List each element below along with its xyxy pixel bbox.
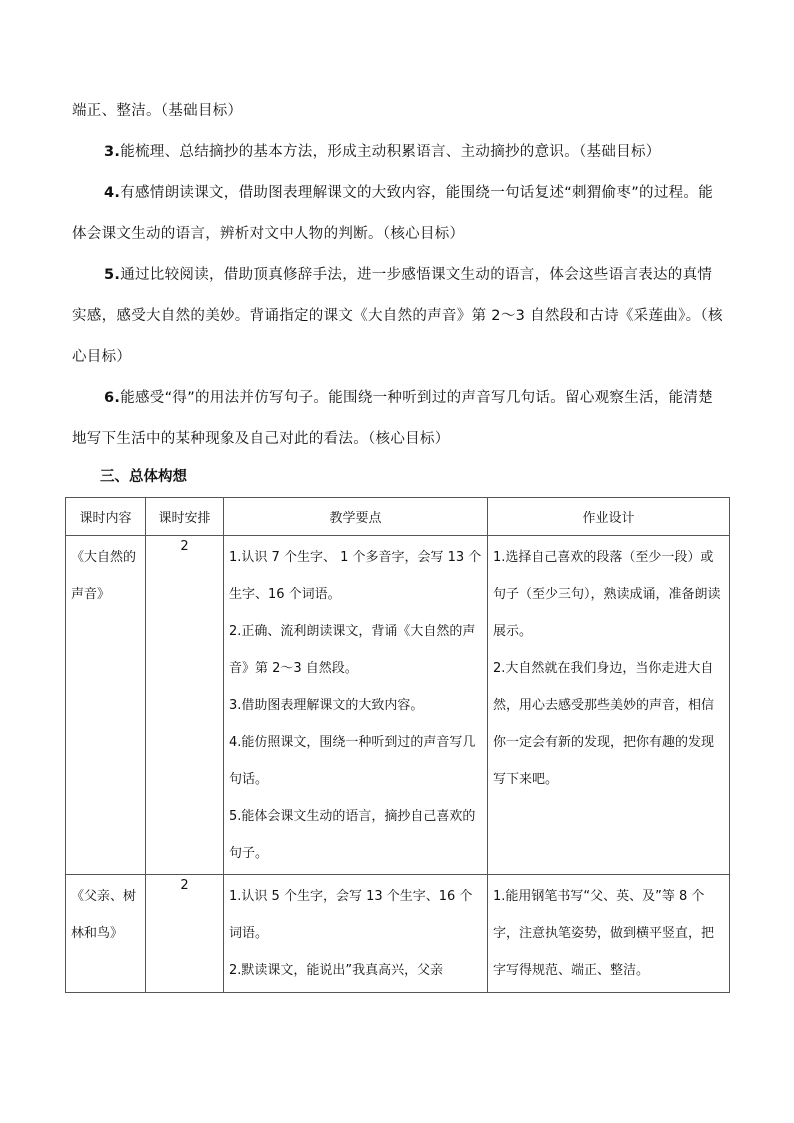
- teaching-points-cell: [224, 875, 488, 993]
- teaching-point: 1.认识 5 个生字，会写 13 个生字、16 个词语。: [229, 889, 473, 941]
- teaching-point: 5.能体会课文生动的语言，摘抄自己喜欢的句子。: [229, 809, 476, 861]
- teaching-points-cell: [224, 536, 488, 875]
- homework-item: 2.大自然就在我们身边，当你走进大自然，用心去感受那些美妙的声音，相信你一定会有新的发现，把你有趣的发现写下来吧。: [493, 661, 715, 787]
- lesson-content-cell: 《父亲、树林和鸟》: [66, 875, 146, 993]
- objectives-text: [72, 91, 724, 460]
- homework-item: 1.能用钢笔书写“父、英、及”等 8 个字，注意执笔姿势，做到横平竖直，把字写得规范、端正、整洁。: [493, 889, 715, 978]
- lesson-plan-table: [65, 497, 730, 993]
- objective-5-text: 通过比较阅读，借助顶真修辞手法，进一步感悟课文生动的语言，体会这些语言表达的真情实感，感受大自然的美妙。背诵指定的课文《大自然的声音》第 2～3 自然段和古诗《采莲曲》。（核心目标）: [72, 267, 723, 365]
- teaching-point: 3.借助图表理解课文的大致内容。: [229, 698, 424, 713]
- objective-5: [72, 255, 724, 378]
- header-lesson-content: 课时内容: [66, 498, 146, 536]
- homework-cell: [488, 536, 730, 875]
- teaching-point: 2.默读课文，能说出”我真高兴，父亲: [229, 963, 444, 978]
- objective-4-number: 4.: [104, 185, 121, 201]
- objective-4-text: 有感情朗读课文，借助图表理解课文的大致内容，能围绕一句话复述“刺猬偷枣”的过程。能体会课文生动的语言，辨析对文中人物的判断。（核心目标）: [72, 185, 714, 242]
- objective-5-number: 5.: [104, 267, 121, 283]
- lesson-content-cell: 《大自然的声音》: [66, 536, 146, 875]
- teaching-point: 2.正确、流利朗读课文，背诵《大自然的声音》第 2～3 自然段。: [229, 624, 476, 676]
- header-homework-design: 作业设计: [488, 498, 730, 536]
- objective-3: [72, 132, 724, 173]
- teaching-point: 1.认识 7 个生字、 1 个多音字，会写 13 个生字、16 个词语。: [229, 550, 482, 602]
- table-header-row: [66, 498, 730, 536]
- objective-6-text: 能感受“得”的用法并仿写句子。能围绕一种听到过的声音写几句话。留心观察生活，能清楚地写下生活中的某种现象及自己对此的看法。（核心目标）: [72, 390, 714, 447]
- objective-3-text: 能梳理、总结摘抄的基本方法，形成主动积累语言、主动摘抄的意识。（基础目标）: [120, 144, 661, 160]
- table-row: [66, 875, 730, 993]
- objective-4: [72, 173, 724, 255]
- teaching-point: 4.能仿照课文，围绕一种听到过的声音写几句话。: [229, 735, 476, 787]
- section-heading: 三、总体构想: [100, 469, 187, 485]
- lesson-hours-cell: 2: [146, 536, 224, 875]
- homework-cell: [488, 875, 730, 993]
- objective-2-tail: 端正、整洁。（基础目标）: [72, 103, 243, 119]
- lesson-hours-cell: 2: [146, 875, 224, 993]
- objective-6: [72, 378, 724, 460]
- objective-3-number: 3.: [104, 144, 121, 160]
- homework-item: 1.选择自己喜欢的段落（至少一段）或句子（至少三句），熟读成诵，准备朗读展示。: [493, 550, 721, 639]
- table-row: [66, 536, 730, 875]
- header-lesson-hours: 课时安排: [146, 498, 224, 536]
- objective-6-number: 6.: [104, 390, 121, 406]
- header-teaching-points: 教学要点: [224, 498, 488, 536]
